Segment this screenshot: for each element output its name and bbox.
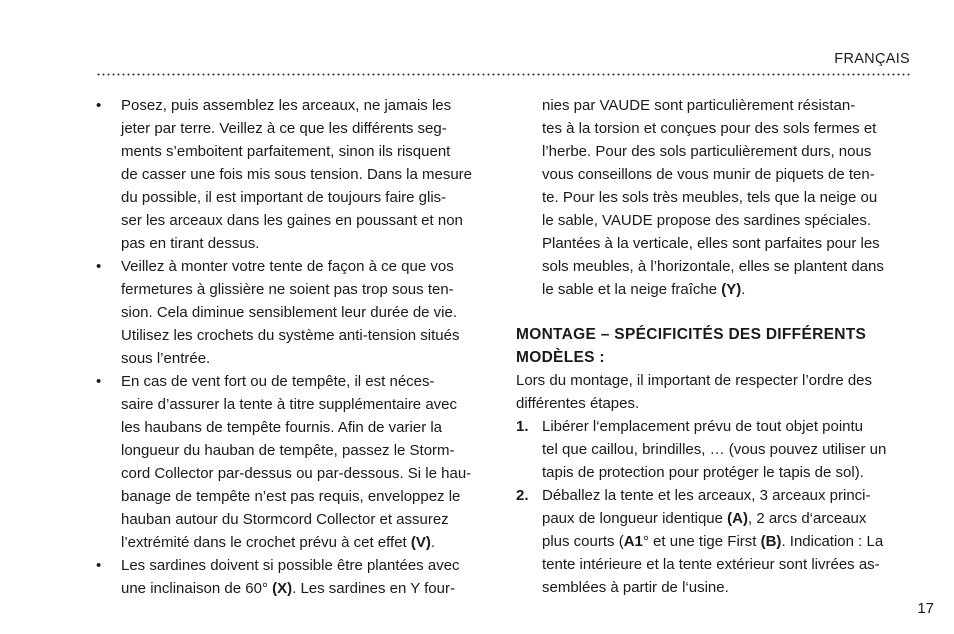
text-line: nies par VAUDE sont particulièrement résistan- [542, 97, 856, 114]
figure-ref: (Y) [721, 281, 742, 298]
text-line: tes à la torsion et conçues pour des sols fermes et [542, 120, 877, 137]
page-number: 17 [917, 600, 934, 617]
text-line: Utilisez les crochets du système anti-tension situés [121, 327, 460, 344]
list-item [96, 554, 496, 600]
bullet-icon: • [96, 373, 102, 390]
list-item [96, 255, 496, 370]
bullet-icon: • [96, 97, 102, 114]
left-column [96, 94, 496, 600]
figure-ref: (V) [410, 534, 431, 551]
text-line: paux de longueur identique (A), 2 arcs d‘arceaux [542, 510, 867, 527]
text-line: sion. Cela diminue sensiblement leur durée de vie. [121, 304, 458, 321]
figure-ref: (A) [727, 510, 748, 527]
text-line: En cas de vent fort ou de tempête, il est néces- [121, 373, 435, 390]
intro-paragraph [516, 369, 916, 415]
text-line: ser les arceaux dans les gaines en poussant et non [121, 212, 463, 229]
figure-ref: (B) [760, 533, 782, 550]
text-line: tente intérieure et la tente extérieur sont livrées as- [542, 556, 880, 573]
text-line: plus courts (A1° et une tige First (B). Indication : La [542, 533, 884, 550]
section-heading: MONTAGE – SPÉCIFICITÉS DES DIFFÉRENTS MODÈLES : [516, 326, 867, 366]
list-item [96, 94, 496, 255]
text-line: saire d’assurer la tente à titre supplémentaire avec [121, 396, 458, 413]
text-line: sous l’entrée. [121, 350, 211, 367]
bullet-icon: • [96, 258, 102, 275]
text-line: les haubans de tempête fournis. Afin de varier la [121, 419, 443, 436]
right-column [516, 94, 916, 599]
text-line: Les sardines doivent si possible être plantées avec [121, 557, 460, 574]
text-line: cord Collector par-dessus ou par-dessous. Si le hau- [121, 465, 472, 482]
figure-ref: (X) [272, 580, 293, 597]
text-line: jeter par terre. Veillez à ce que les différents seg- [121, 120, 447, 137]
text-line: de casser une fois mis sous tension. Dans la mesure [121, 166, 472, 183]
text-line: Libérer l‘emplacement prévu de tout objet pointu [542, 418, 864, 435]
text-line: l’herbe. Pour des sols particulièrement durs, nous [542, 143, 872, 160]
step-number: 1. [516, 418, 529, 435]
text-line: banage de tempête n’est pas requis, enveloppez le [121, 488, 461, 505]
text-line: sols meubles, à l’horizontale, elles se plantent dans [542, 258, 884, 275]
text-line: Déballez la tente et les arceaux, 3 arceaux princi- [542, 487, 871, 504]
text-line: fermetures à glissière ne soient pas trop sous ten- [121, 281, 454, 298]
text-line: ments s’emboitent parfaitement, sinon ils risquent [121, 143, 451, 160]
text-line: différentes étapes. [516, 395, 640, 412]
bullet-icon: • [96, 557, 102, 574]
continued-paragraph [516, 94, 916, 301]
list-item [96, 370, 496, 554]
text-line: pas en tirant dessus. [121, 235, 260, 252]
text-line: l’extrémité dans le crochet prévu à cet effet (V). [121, 534, 436, 551]
text-line: une inclinaison de 60° (X). Les sardines en Y four- [121, 580, 455, 597]
text-line: vous conseillons de vous munir de piquets de ten- [542, 166, 875, 183]
text-line: tel que caillou, brindilles, … (vous pouvez utiliser un [542, 441, 887, 458]
text-line: Veillez à monter votre tente de façon à ce que vos [121, 258, 454, 275]
text-line: semblées à partir de l‘usine. [542, 579, 729, 596]
text-line: Lors du montage, il important de respecter l’ordre des [516, 372, 873, 389]
text-line: te. Pour les sols très meubles, tels que la neige ou [542, 189, 878, 206]
language-label: FRANÇAIS [834, 51, 910, 67]
step-item [516, 415, 916, 484]
text-line: Posez, puis assemblez les arceaux, ne jamais les [121, 97, 452, 114]
text-line: hauban autour du Stormcord Collector et assurez [121, 511, 449, 528]
step-item [516, 484, 916, 599]
text-line: tapis de protection pour protéger le tapis de sol). [542, 464, 864, 481]
step-number: 2. [516, 487, 529, 504]
text-line: longueur du hauban de tempête, passez le Storm- [121, 442, 455, 459]
text-line: Plantées à la verticale, elles sont parfaites pour les [542, 235, 880, 252]
text-line: le sable, VAUDE propose des sardines spéciales. [542, 212, 872, 229]
text-line: du possible, il est important de toujours faire glis- [121, 189, 447, 206]
text-line: le sable et la neige fraîche (Y). [542, 281, 746, 298]
figure-ref: A1 [623, 533, 643, 550]
dotted-divider [96, 73, 912, 76]
